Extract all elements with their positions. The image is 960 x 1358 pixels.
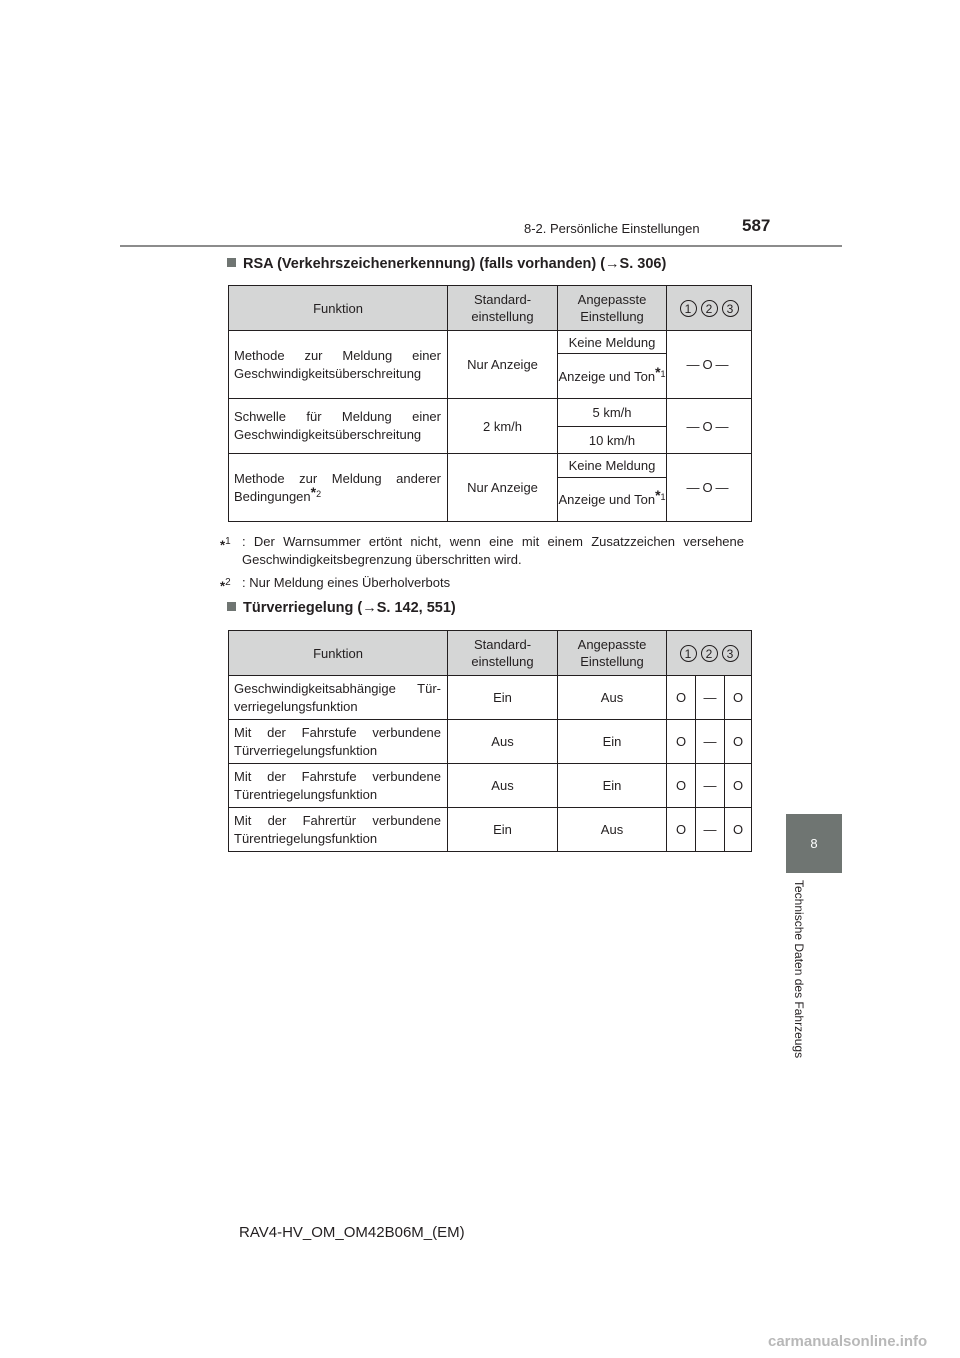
column-header-angepasst: [558, 286, 667, 331]
marker-1-cell: O: [667, 720, 696, 764]
option-cell: [558, 478, 667, 522]
footnote-mark: *$^1$: [220, 536, 231, 553]
table-row: [229, 808, 752, 852]
circled-number-2-icon: 2: [701, 300, 718, 317]
marker-cell: —O—: [667, 331, 752, 399]
option-cell: Keine Meldung: [558, 331, 667, 354]
option-cell: 5 km/h: [558, 399, 667, 427]
standard-cell: Ein: [448, 676, 558, 720]
footnote: [220, 533, 744, 569]
table-row: [229, 764, 752, 808]
standard-cell: Nur Anzeige: [448, 454, 558, 522]
table-row: [229, 399, 752, 427]
table-row: [229, 676, 752, 720]
circled-number-1-icon: 1: [680, 645, 697, 662]
angepasst-cell: Ein: [558, 720, 667, 764]
funktion-cell: Schwelle für Meldung einer Geschwindigkeitsüberschreitung: [229, 399, 448, 454]
column-header-badges: [667, 286, 752, 331]
option-cell: Keine Meldung: [558, 454, 667, 478]
marker-2-cell: —: [696, 720, 725, 764]
standard-cell: 2 km/h: [448, 399, 558, 454]
marker-2-cell: —: [696, 808, 725, 852]
footnote-text: : Der Warnsummer ertönt nicht, wenn eine mit einem Zusatzzeichen versehene Geschwindigkeitsbegrenzung überschritten wird.: [242, 534, 744, 567]
circled-number-3-icon: 3: [722, 300, 739, 317]
column-header-funktion: Funktion: [229, 286, 448, 331]
section-header: 8-2. Persönliche Einstellungen: [524, 221, 700, 236]
column-header-angepasst: [558, 631, 667, 676]
footnote-ref: *1: [655, 487, 666, 503]
column-header-standard: [448, 631, 558, 676]
funktion-cell: Mit der Fahrstufe verbundene Türverriegelungsfunktion: [229, 720, 448, 764]
marker-cell: —O—: [667, 399, 752, 454]
footnote: [220, 574, 744, 592]
table-row: [229, 331, 752, 354]
document-id: RAV4-HV_OM_OM42B06M_(EM): [239, 1224, 465, 1241]
header-rule: [120, 245, 842, 247]
column-header-angepasst-text: Angepasste Einstellung: [577, 637, 647, 669]
marker-3-cell: O: [725, 764, 752, 808]
marker-2-cell: —: [696, 676, 725, 720]
funktion-cell: Methode zur Meldung einer Geschwindigkeitsüberschreitung: [229, 331, 448, 399]
table-header-row: [229, 631, 752, 676]
chapter-title: Technische Daten des Fahrzeugs: [792, 880, 806, 1059]
section-heading-text: Türverriegelung (→S. 142, 551): [243, 600, 456, 616]
column-header-funktion: Funktion: [229, 631, 448, 676]
funktion-text: Methode zur Meldung anderer Bedingungen: [234, 470, 441, 504]
door-lock-settings-table: [228, 630, 752, 852]
column-header-standard: [448, 286, 558, 331]
funktion-cell: [229, 454, 448, 522]
footnote-text: : Nur Meldung eines Überholverbots: [242, 575, 451, 590]
marker-3-cell: O: [725, 676, 752, 720]
standard-cell: Aus: [448, 764, 558, 808]
angepasst-cell: Aus: [558, 808, 667, 852]
angepasst-cell: Ein: [558, 764, 667, 808]
circled-number-3-icon: 3: [722, 645, 739, 662]
marker-1-cell: O: [667, 676, 696, 720]
section-heading-door-lock: [227, 600, 456, 616]
rsa-settings-table: [228, 285, 752, 522]
standard-cell: Nur Anzeige: [448, 331, 558, 399]
marker-1-cell: O: [667, 808, 696, 852]
marker-cell: —O—: [667, 454, 752, 522]
option-text: Anzeige und Ton: [558, 492, 656, 507]
table-header-row: [229, 286, 752, 331]
funktion-cell: Mit der Fahrertür verbundene Türentriegelungsfunktion: [229, 808, 448, 852]
standard-cell: Ein: [448, 808, 558, 852]
circled-number-2-icon: 2: [701, 645, 718, 662]
marker-1-cell: O: [667, 764, 696, 808]
chapter-tab[interactable]: 8: [786, 814, 842, 873]
marker-2-cell: —: [696, 764, 725, 808]
marker-3-cell: O: [725, 808, 752, 852]
angepasst-cell: Aus: [558, 676, 667, 720]
column-header-angepasst-text: Angepasste Einstellung: [577, 292, 647, 324]
section-heading-rsa: [227, 256, 666, 272]
table-row: [229, 454, 752, 478]
option-cell: 10 km/h: [558, 427, 667, 454]
footnote-ref: *2: [310, 483, 322, 500]
footnote-mark: *$^2$: [220, 577, 231, 594]
footnote-ref: *1: [655, 363, 666, 380]
option-text: Anzeige und Ton: [558, 368, 656, 384]
square-bullet-icon: [227, 258, 236, 267]
watermark: carmanualsonline.info: [768, 1333, 928, 1350]
circled-number-1-icon: 1: [680, 300, 697, 317]
column-header-standard-text: Standard- einstellung: [471, 637, 534, 669]
page-number: 587: [742, 216, 771, 235]
square-bullet-icon: [227, 602, 236, 611]
column-header-standard-text: Standard- einstellung: [471, 292, 534, 324]
funktion-cell: Mit der Fahrstufe verbundene Türentriegelungsfunktion: [229, 764, 448, 808]
marker-3-cell: O: [725, 720, 752, 764]
section-heading-text: RSA (Verkehrszeichenerkennung) (falls vorhanden) (→S. 306): [243, 256, 667, 272]
standard-cell: Aus: [448, 720, 558, 764]
funktion-cell: Geschwindigkeitsabhängige Tür-verriegelungsfunktion: [229, 676, 448, 720]
column-header-badges: [667, 631, 752, 676]
table-row: [229, 720, 752, 764]
option-cell: [558, 354, 667, 399]
